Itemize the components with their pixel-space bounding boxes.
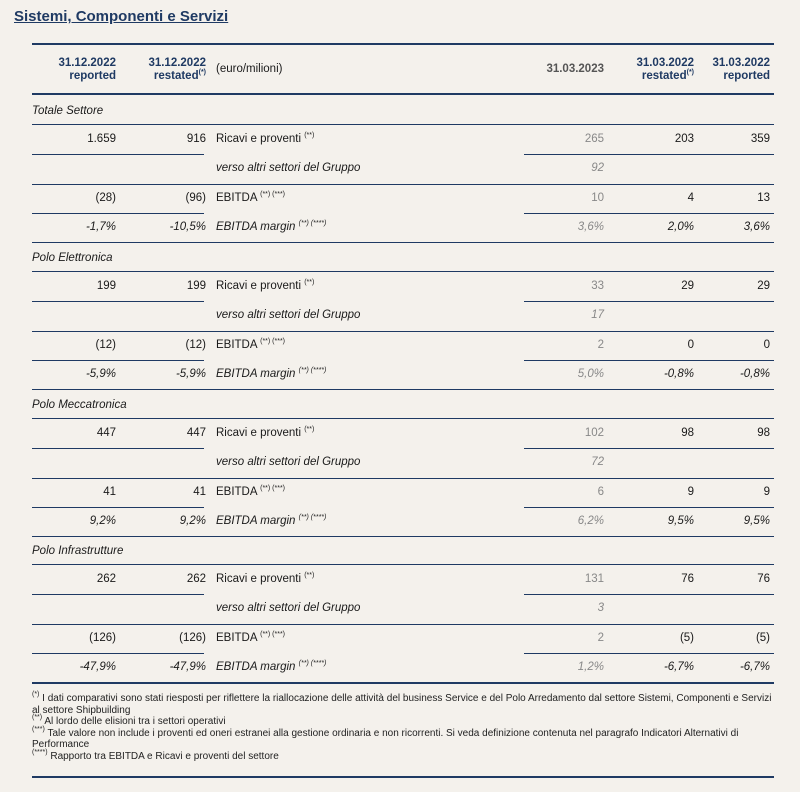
- row-label-text: verso altri settori del Gruppo: [216, 456, 361, 469]
- value-mar2022-restated: -6,7%: [663, 660, 694, 673]
- value-mar2023: 1,2%: [577, 660, 604, 673]
- row-label-text: EBITDA: [216, 191, 257, 204]
- header-col4-sup: (*): [686, 69, 694, 76]
- value-dec2022-reported: 447: [96, 427, 116, 439]
- row-label: [216, 368, 326, 380]
- value-mar2022-reported: (5): [755, 631, 770, 644]
- table-row: [32, 419, 774, 448]
- section-bottom-divider: [32, 536, 774, 537]
- value-mar2023: 3: [597, 602, 604, 615]
- row-label-note: (**) (****): [298, 219, 327, 227]
- table-row: [32, 213, 774, 242]
- value-mar2022-reported: 3,6%: [743, 220, 770, 233]
- row-label-text: EBITDA margin: [216, 660, 296, 673]
- table-row: [32, 594, 774, 623]
- value-mar2022-restated: (5): [679, 631, 694, 644]
- row-label: [216, 133, 314, 145]
- value-mar2022-reported: -6,7%: [739, 660, 770, 673]
- table-row: [32, 331, 774, 360]
- row-label-text: Ricavi e proventi: [216, 280, 302, 292]
- row-label-note: (**): [304, 279, 315, 286]
- value-mar2022-restated: -0,8%: [663, 367, 694, 380]
- table-row: [32, 478, 774, 507]
- table-row: [32, 301, 774, 330]
- row-label-note: (**) (***): [260, 190, 285, 198]
- value-dec2022-reported: (28): [95, 191, 116, 204]
- table-row: [32, 565, 774, 594]
- value-dec2022-reported: -1,7%: [85, 220, 116, 233]
- row-label-text: Ricavi e proventi: [216, 573, 302, 585]
- header-col4-date: 31.03.2022: [636, 57, 694, 69]
- value-mar2022-restated: 0: [687, 338, 694, 351]
- row-label-note: (**): [304, 426, 315, 433]
- value-mar2022-reported: 9,5%: [743, 514, 770, 527]
- row-label: [216, 515, 326, 527]
- value-dec2022-restated: -10,5%: [169, 220, 206, 233]
- table-row: [32, 272, 774, 301]
- table-row: [32, 154, 774, 183]
- value-dec2022-reported: 9,2%: [89, 514, 116, 527]
- row-label-text: EBITDA: [216, 338, 257, 351]
- row-label: [216, 602, 360, 614]
- footnote-mark: (**): [32, 714, 43, 721]
- table-row: [32, 125, 774, 154]
- row-label: [216, 486, 285, 498]
- section-title: Polo Infrastrutture: [32, 545, 124, 557]
- footnote-text: Tale valore non include i proventi ed oneri estranei alla gestione ordinaria e non ricorrenti. Si veda definizione contenuta nel paragrafo Indicatori Alternativi di Performance: [32, 727, 739, 750]
- value-dec2022-restated: 9,2%: [179, 514, 206, 527]
- table-row: [32, 653, 774, 682]
- value-mar2022-reported: 13: [757, 191, 770, 204]
- value-mar2023: 33: [591, 280, 604, 292]
- value-mar2023: 131: [584, 573, 604, 585]
- footnote: [32, 748, 772, 763]
- value-dec2022-reported: -47,9%: [79, 660, 116, 673]
- footnote-mark: (***): [32, 725, 45, 733]
- footnote-mark: (****): [32, 748, 48, 756]
- row-label: [216, 280, 314, 292]
- row-label: [216, 661, 326, 673]
- header-col1-sub: reported: [69, 70, 116, 82]
- value-dec2022-restated: (12): [185, 338, 206, 351]
- header-col5: [712, 57, 770, 83]
- value-dec2022-reported: (12): [95, 338, 116, 351]
- header-col3: 31.03.2023: [546, 63, 604, 75]
- value-mar2022-restated: 9: [687, 485, 694, 498]
- footnote: [32, 725, 772, 751]
- value-mar2022-reported: 98: [757, 427, 770, 439]
- row-label-note: (**) (****): [298, 513, 327, 521]
- value-dec2022-restated: -47,9%: [169, 660, 206, 673]
- header-col5-sub: reported: [723, 70, 770, 82]
- section-bottom-divider: [32, 242, 774, 243]
- value-mar2023: 2: [597, 631, 604, 644]
- value-mar2022-reported: 76: [757, 573, 770, 585]
- section-title: Polo Meccatronica: [32, 399, 127, 411]
- header-col1-date: 31.12.2022: [58, 57, 116, 69]
- value-mar2022-restated: 203: [674, 133, 694, 145]
- header-col4: [636, 57, 694, 83]
- row-label-text: verso altri settori del Gruppo: [216, 309, 361, 322]
- value-mar2023: 102: [584, 427, 604, 439]
- section-title: Totale Settore: [32, 105, 104, 117]
- footnote-text: I dati comparativi sono stati riesposti per riflettere la riallocazione delle attività del business Service e del Polo Arredamento dal settore Sistemi, Componenti e Servizi al settore Shipbuilding: [32, 693, 772, 716]
- row-label: [216, 573, 314, 585]
- header-col2-sup: (*): [198, 69, 206, 76]
- value-mar2023: 6: [597, 485, 604, 498]
- value-mar2023: 265: [584, 133, 604, 145]
- value-dec2022-restated: 916: [186, 133, 206, 145]
- table-header: [32, 43, 774, 95]
- table-row: [32, 624, 774, 653]
- row-label-note: (**): [304, 572, 315, 579]
- value-mar2022-reported: -0,8%: [739, 367, 770, 380]
- row-label: [216, 456, 360, 468]
- row-label-text: EBITDA margin: [216, 514, 296, 527]
- footnote-text: Al lordo delle elisioni tra i settori operativi: [42, 716, 226, 727]
- row-label-note: (**) (****): [298, 366, 327, 374]
- footnote-mark: (*): [32, 691, 40, 698]
- row-label-text: EBITDA margin: [216, 367, 296, 380]
- value-mar2022-restated: 9,5%: [667, 514, 694, 527]
- page-title: Sistemi, Componenti e Servizi: [14, 8, 229, 25]
- footnote: [32, 716, 772, 728]
- value-mar2023: 17: [591, 309, 604, 322]
- value-dec2022-reported: 262: [96, 573, 116, 585]
- value-mar2022-restated: 4: [687, 191, 694, 204]
- row-label: [216, 309, 360, 321]
- row-label-text: Ricavi e proventi: [216, 427, 302, 439]
- row-label-note: (**) (***): [260, 337, 285, 345]
- value-dec2022-restated: 447: [186, 427, 206, 439]
- row-label: [216, 632, 285, 644]
- row-label: [216, 221, 326, 233]
- row-label-note: (**) (****): [298, 659, 327, 667]
- value-mar2022-restated: 2,0%: [667, 220, 694, 233]
- row-label: [216, 162, 360, 174]
- value-mar2022-reported: 359: [750, 133, 770, 145]
- value-mar2022-restated: 29: [681, 280, 694, 292]
- section-bottom-divider: [32, 682, 774, 684]
- row-label-text: verso altri settori del Gruppo: [216, 602, 361, 615]
- section-bottom-divider: [32, 389, 774, 390]
- footer-divider: [32, 776, 774, 778]
- value-mar2023: 6,2%: [577, 514, 604, 527]
- value-mar2022-reported: 29: [757, 280, 770, 292]
- value-dec2022-restated: (126): [179, 631, 206, 644]
- value-mar2023: 2: [597, 338, 604, 351]
- value-mar2022-reported: 9: [763, 485, 770, 498]
- value-mar2023: 72: [591, 456, 604, 469]
- footnote: [32, 693, 772, 716]
- row-label-note: (**) (***): [260, 630, 285, 638]
- row-label: [216, 192, 285, 204]
- header-col2-date: 31.12.2022: [148, 57, 206, 69]
- value-dec2022-restated: 41: [193, 485, 206, 498]
- value-dec2022-reported: 1.659: [87, 133, 116, 145]
- value-dec2022-restated: 262: [186, 573, 206, 585]
- header-col4-sub: restated: [641, 70, 687, 82]
- value-dec2022-reported: -5,9%: [85, 367, 116, 380]
- value-dec2022-reported: 41: [103, 485, 116, 498]
- value-mar2023: 3,6%: [577, 220, 604, 233]
- value-dec2022-reported: (126): [89, 631, 116, 644]
- header-col2: [148, 57, 206, 83]
- value-dec2022-reported: 199: [96, 280, 116, 292]
- row-label-text: EBITDA margin: [216, 220, 296, 233]
- row-label-text: verso altri settori del Gruppo: [216, 162, 361, 175]
- value-dec2022-restated: (96): [185, 191, 206, 204]
- footnotes: [32, 693, 772, 762]
- value-dec2022-restated: 199: [186, 280, 206, 292]
- row-label-text: EBITDA: [216, 631, 257, 644]
- header-col5-date: 31.03.2022: [712, 57, 770, 69]
- header-unit: (euro/milioni): [216, 63, 283, 75]
- table-row: [32, 507, 774, 536]
- table-row: [32, 360, 774, 389]
- value-mar2023: 10: [591, 191, 604, 204]
- row-label: [216, 339, 285, 351]
- value-mar2023: 92: [591, 162, 604, 175]
- row-label-text: EBITDA: [216, 485, 257, 498]
- value-mar2023: 5,0%: [577, 367, 604, 380]
- header-col2-sub: restated: [153, 70, 199, 82]
- row-label-note: (**) (***): [260, 484, 285, 492]
- value-dec2022-restated: -5,9%: [175, 367, 206, 380]
- row-label-note: (**): [304, 132, 315, 139]
- header-col1: [58, 57, 116, 83]
- value-mar2022-reported: 0: [763, 338, 770, 351]
- section-title: Polo Elettronica: [32, 252, 113, 264]
- value-mar2022-restated: 98: [681, 427, 694, 439]
- table-row: [32, 448, 774, 477]
- table-row: [32, 184, 774, 213]
- value-mar2022-restated: 76: [681, 573, 694, 585]
- row-label: [216, 427, 314, 439]
- row-label-text: Ricavi e proventi: [216, 133, 302, 145]
- footnote-text: Rapporto tra EBITDA e Ricavi e proventi del settore: [47, 750, 279, 762]
